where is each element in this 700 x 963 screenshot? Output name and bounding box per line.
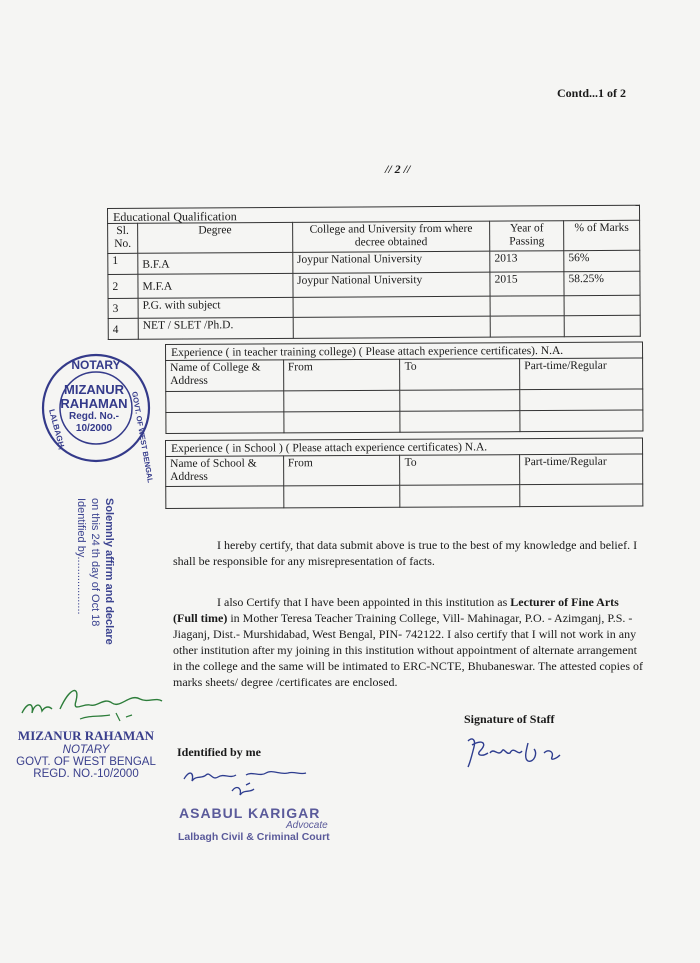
- header-name-address: Name of College & Address: [166, 360, 284, 392]
- appointment-pre: I also Certify that I have been appointed in this institution as: [217, 595, 511, 609]
- notary-block: [6, 728, 166, 780]
- experience-school-table: [165, 437, 643, 509]
- header-college: College and University from where decree obtained: [292, 221, 490, 252]
- seal-center: [44, 383, 144, 435]
- identified-by-label: Identified by me: [177, 745, 261, 759]
- cell: 2015: [490, 272, 564, 296]
- education-table: [107, 205, 641, 340]
- experience-school-caption: Experience ( in School ) ( Please attach experience certificates) N.A.: [165, 437, 643, 456]
- cell: 2: [108, 274, 138, 298]
- header-degree: Degree: [138, 222, 293, 253]
- header-part-time: Part-time/Regular: [520, 454, 643, 485]
- cell: 2013: [490, 251, 564, 272]
- cell: 58.25%: [564, 271, 640, 295]
- cell: [490, 296, 564, 316]
- cell: [490, 316, 564, 337]
- cell: Joypur National University: [293, 272, 491, 297]
- signature-title: Signature of Staff: [464, 712, 555, 726]
- notary-title: NOTARY: [62, 744, 110, 756]
- seal-name-last: RAHAMAN: [60, 396, 128, 411]
- cell: 56%: [564, 250, 640, 271]
- advocate-court: Lalbagh Civil & Criminal Court: [178, 831, 330, 843]
- seal-reg-number: 10/2000: [75, 423, 113, 434]
- certification-paragraph: I hereby certify, that data submit above is true to the best of my knowledge and belief. I shall be responsible for any misrepresentation of facts.: [173, 538, 638, 568]
- staff-signature: [462, 733, 572, 778]
- header-to: To: [400, 359, 520, 391]
- header-to: To: [400, 455, 520, 486]
- notary-regd: REGD. NO.-10/2000: [33, 768, 139, 780]
- seal-reg-label: Regd. No.-: [69, 411, 119, 422]
- advocate-title: Advocate: [286, 820, 328, 831]
- cell: 1: [108, 253, 138, 274]
- appointment-post: in Mother Teresa Teacher Training College, Vill- Mahinagar, P.O. - Azimganj, P.S. - Jiaganj, Dist.- Murshidabad, West Bengal, PIN- 742122. I also certify that I will not work in any other institution after my joining in this institution without appointment of alternate arrangement in the college and the same will be intimated to ERC-NCTE, Bhubaneswar. The attested copies of marks sheets/ degree /certificates are enclosed.: [173, 611, 643, 689]
- header-name-address: Name of School & Address: [166, 456, 284, 487]
- header-from: From: [283, 455, 400, 486]
- appointment-paragraph: [173, 594, 643, 690]
- page-marker: // 2 //: [385, 162, 411, 176]
- experience-college-table: [165, 341, 643, 434]
- table-row: [166, 484, 643, 508]
- table-row: [166, 410, 643, 433]
- table-row: [108, 271, 640, 298]
- header-slno: Sl. No.: [108, 223, 138, 253]
- cell: [293, 296, 491, 317]
- cell: M.F.A: [138, 273, 293, 298]
- header-year: Year of Passing: [490, 221, 564, 251]
- cell: P.G. with subject: [138, 297, 293, 318]
- header-marks: % of Marks: [564, 220, 640, 250]
- cell: [293, 316, 491, 338]
- table-row: [108, 315, 640, 339]
- advocate-stamp: [176, 805, 330, 843]
- seal-name-first: MIZANUR: [64, 382, 124, 397]
- experience-college-caption: Experience ( in teacher training college) ( Please attach experience certificates). N.A.: [165, 341, 643, 360]
- seal-left-text: LALBAGH,: [47, 408, 67, 451]
- cell: 3: [108, 298, 138, 318]
- advocate-name: ASABUL KARIGAR: [179, 805, 321, 821]
- table-row: [166, 389, 643, 412]
- affirm-line-2: on this 24 th day of Oct 18: [89, 498, 101, 627]
- cell: NET / SLET /Ph.D.: [138, 317, 293, 339]
- cell: 4: [108, 318, 138, 339]
- header-from: From: [283, 359, 400, 391]
- affirm-line-1: Solemnly affirm and declare: [103, 498, 115, 645]
- affirmation-stamp: [74, 498, 116, 658]
- seal-right-text: GOVT. OF WEST BENGAL: [130, 390, 155, 484]
- cell: Joypur National University: [292, 251, 490, 273]
- continuation-note: Contd...1 of 2: [557, 86, 627, 100]
- cell: [564, 315, 640, 336]
- header-part-time: Part-time/Regular: [520, 358, 643, 390]
- notary-name: MIZANUR RAHAMAN: [17, 728, 155, 743]
- notary-signature: [20, 683, 170, 728]
- cell: [564, 295, 640, 315]
- education-caption: Educational Qualification: [107, 205, 640, 223]
- seal-top-text: NOTARY: [71, 358, 121, 372]
- appointment-post-title: Lecturer of Fine Arts (Full time): [173, 595, 619, 625]
- affirm-line-3: Identified by...................: [75, 498, 87, 615]
- cell: B.F.A: [138, 252, 293, 274]
- notary-govt: GOVT. OF WEST BENGAL: [16, 756, 156, 768]
